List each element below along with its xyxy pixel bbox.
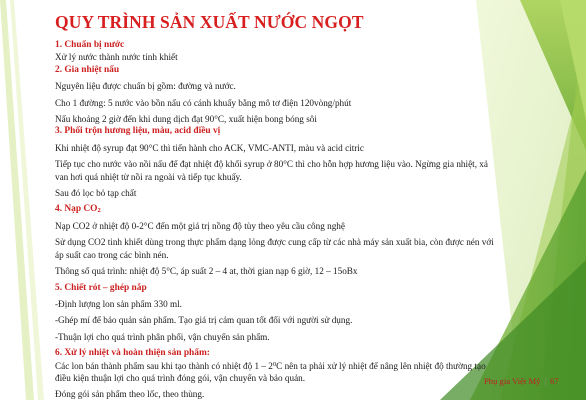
footer-separator: | [544, 376, 547, 386]
slide-content [55, 12, 495, 401]
slide-title: QUY TRÌNH SẢN XUẤT NƯỚC NGỌT [55, 12, 364, 32]
section-1-heading: 1. Chuẩn bị nước [55, 40, 125, 50]
section-3-line-3: Sau đó lọc bỏ tạp chất [55, 188, 137, 199]
slide-footer [484, 376, 559, 386]
section-2-heading: 2. Gia nhiệt nấu [55, 64, 120, 75]
section-2-line-2: Cho 1 đường: 5 nước vào bồn nấu có cánh khuấy bằng mô tơ điện 120vòng/phút [55, 97, 352, 108]
section-6-line-1 [55, 360, 495, 385]
section-5-line-2: -Ghép mí để bảo quản sản phẩm. Tạo giá trị cảm quan tốt đối với người sử dụng. [55, 315, 353, 326]
section-5-line-1: -Định lượng lon sản phẩm 330 ml. [55, 298, 182, 309]
section-6-line-1-part-a: Các lon bán thành phẩm sau khi tạo thành có nhiệt độ 1 – 2 [55, 360, 273, 371]
section-2-line-1: Nguyên liệu được chuẩn bị gồm: đường và nước. [55, 81, 236, 92]
section-3-line-1: Khi nhiệt độ syrup đạt 90°C thì tiến hành cho ACK, VMC-ANTI, màu và acid citric [55, 142, 364, 153]
section-4-heading-subscript: 2 [97, 207, 101, 215]
section-6-line-2: Đóng gói sản phẩm theo lốc, theo thùng. [55, 389, 205, 400]
section-5-line-3: -Thuận lợi cho quá trình phân phối, vận chuyển sản phẩm. [55, 331, 270, 342]
section-5-heading: 5. Chiết rót – ghép nắp [55, 282, 147, 293]
section-1-line-1: Xử lý nước thành nước tinh khiết [55, 52, 178, 63]
section-6-line-1-superscript: 0 [272, 360, 277, 368]
section-3-line-2: Tiếp tục cho nước vào nồi nấu để đạt nhiệt độ khối syrup ở 80°C thì cho hỗn hợp hương liệu vào. Ngừng gia nhiệt, xả van hơi quá nhiệt từ nồi ra ngoài và tiếp tục khuấy. [55, 159, 488, 182]
section-4-heading-text: 4. Nạp CO [55, 204, 98, 215]
section-2-line-3: Nấu khoảng 2 giờ đến khi dung dịch đạt 90°C, xuất hiện bong bóng sôi [55, 114, 317, 125]
section-4-line-2: Sử dụng CO2 tinh khiết dùng trong thực phẩm dạng lỏng được cung cấp từ các nhà máy sản xuất bia, còn được nén với áp suất cao trong các bình nén. [55, 237, 494, 260]
section-4-heading [55, 203, 495, 215]
section-4-line-3: Thông số quá trình: nhiệt độ 5°C, áp suất 2 – 4 at, thời gian nạp 6 giờ, 12 – 15oBx [55, 266, 358, 277]
section-4-line-1: Nạp CO2 ở nhiệt độ 0-2°C đến một giá trị nồng độ tùy theo yêu cầu công nghệ [55, 220, 345, 231]
section-6-heading: 6. Xử lý nhiệt và hoàn thiện sản phẩm: [55, 348, 210, 359]
section-6-line-1-part-b: C nên ta phải xử lý nhiệt để nâng lên nhiệt độ thường tạo điều kiện thuận lợi cho quá trình đóng gói, vận chuyển và bảo quản. [55, 360, 486, 383]
footer-brand: Phụ gia Việt Mỹ [484, 376, 541, 386]
section-3-heading: 3. Phối trộn hương liệu, màu, acid điều vị [55, 126, 221, 137]
page-number: 67 [550, 376, 559, 386]
